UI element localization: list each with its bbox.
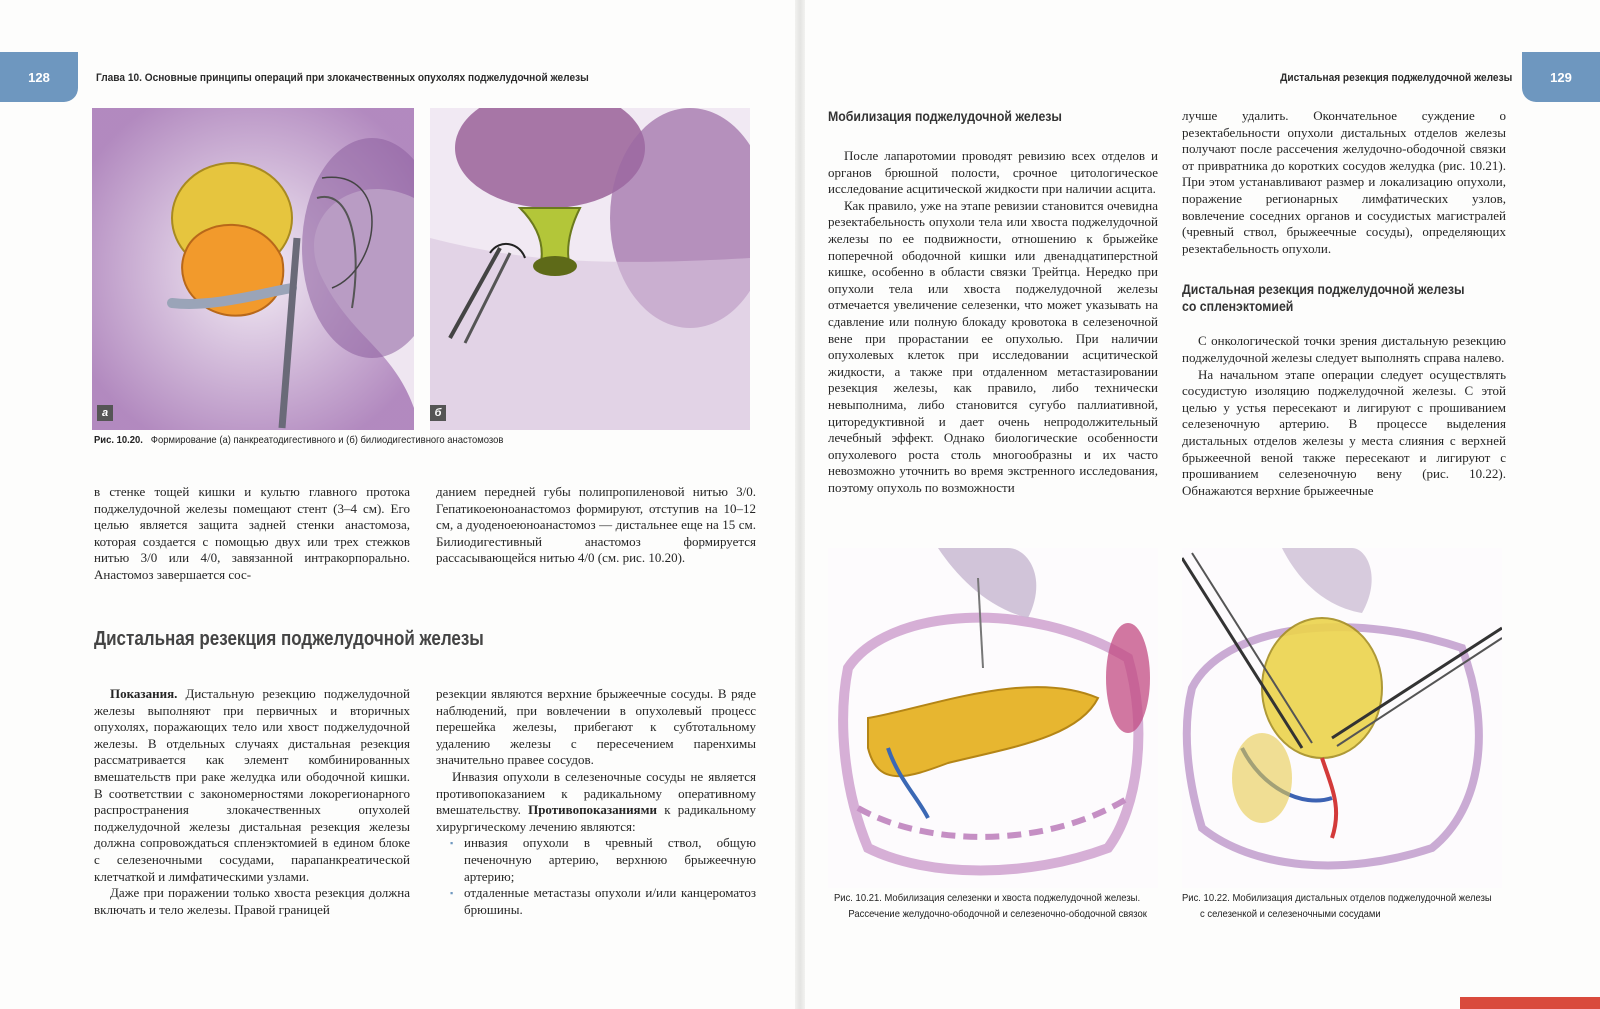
paragraph: в стенке тощей кишки и культю главного протока поджелудочной железы помещают стент (3–4 см). Его целью является защита задней стенки анастомоза, которая создается с помощью двух или трех стежков нитью 3/0 или 4/0, завязанной интракорпорально. Анастомоз завершается сос-: [94, 484, 410, 582]
caption-line: Рис. 10.22. Мобилизация дистальных отделов поджелудочной железы: [1182, 892, 1492, 904]
list-item: ▪ отдаленные метастазы опухоли и/или канцероматоз брюшины.: [464, 885, 756, 918]
list-item: ▪ инвазия опухоли в чревный ствол, общую печеночную артерию, верхнюю брыжеечную артерию;: [464, 835, 756, 885]
figure-label-a: а: [97, 405, 113, 421]
paragraph: резекции являются верхние брыжеечные сосуды. В ряде наблюдений, при вовлечении в опухолевый процесс перешейка железы, прибегают к субтотальному удалению железы с пересечением паренхимы значительно правее сосудов.: [436, 686, 756, 768]
caption-number: Рис. 10.20.: [94, 434, 143, 446]
subsection-title-splenectomy: [1182, 281, 1506, 321]
paragraph: данием передней губы полипропиленовой нитью 3/0. Гепатикоеюноанастомоз формируют, отступив на 10–12 см, а дуоденоеюноанастомоз — дистальнее еще на 15 см. Билиодигестивный анастомоз формируется рассасывающейся нитью 4/0 (см. рис. 10.20).: [436, 484, 756, 566]
left-column-1-bottom: [94, 686, 410, 918]
page-number-tab-left: [0, 52, 78, 102]
page-edge-marker: [1460, 997, 1600, 1009]
subsection-title-line: Дистальная резекция поджелудочной железы: [1182, 281, 1465, 298]
caption-line: Рассечение желудочно-ободочной и селезеночно-ободочной связок: [848, 908, 1147, 920]
page-number: 129: [1550, 69, 1572, 85]
paragraph: Как правило, уже на этапе ревизии становится очевидна резектабельность опухоли тела или хвоста поджелудочной железы по ее подвижности, отношению к брыжейке поперечной ободочной кишки или двенадцатиперстной кишке, особенно в области связки Трейтца. Нередко при опухоли тела или хвоста поджелудочной железы отмечается увеличение селезенки, что может указывать на сдавление или полную блокаду кровотока в селезеночной вене при прорастании ее опухолью. При наличии опухолевых клеток при исследовании асцитической жидкости, а также при отдаленном метастазировании резекция железы, как правило, либо технически невыполнима, либо становится сугубо паллиативной, циторедуктивной и дает очень непродолжительный лечебный эффект. Однако биологические особенности опухолевого роста столь многообразны и их часто невозможно уточнить во время экстренного исследования, поэтому опухоль по возможности: [828, 197, 1158, 495]
bold-term: Противопоказаниями: [528, 802, 657, 818]
paragraph: [436, 769, 756, 835]
paragraph: [94, 686, 410, 885]
left-column-2-top: [436, 484, 756, 567]
paragraph-text: Дистальную резекцию поджелудочной железы выполняют при первичных и вторичных опухолях, поражающих тело или хвост поджелудочной железы. В отдельных случаях дистальная резекция рассматривается как элемент комбинированных вмешательств при раке желудка или ободочной кишки. В соответствии с закономерностями локорегионарного распространения злокачественных опухолей поджелудочной железы дистальная резекция железы должна сопровождаться спленэктомией в едином блоке с селезеночными сосудами, парапанкреатической клетчаткой и лимфатическими узлами.: [94, 686, 410, 884]
paragraph: С онкологической точки зрения дистальную резекцию поджелудочной железы следует выполнять справа налево.: [1182, 333, 1506, 365]
subsection-title-line: со спленэктомией: [1182, 298, 1294, 315]
subsection-title-mobilization: Мобилизация поджелудочной железы: [828, 108, 1062, 124]
paragraph-text: к радикальному хирургическому лечению являются:: [436, 802, 756, 834]
paragraph: После лапаротомии проводят ревизию всех отделов и органов брюшной полости, срочное цитологическое исследование асцитической жидкости при наличии асцита.: [828, 148, 1158, 197]
figure-10-22-illustration: [1182, 548, 1502, 888]
caption-text: Формирование (а) панкреатодигестивного и (б) билиодигестивного анастомозов: [150, 434, 504, 446]
figure-10-20-b-illustration: [430, 108, 750, 430]
caption-line: Рис. 10.21. Мобилизация селезенки и хвоста поджелудочной железы.: [834, 892, 1141, 904]
paragraph: Даже при поражении только хвоста резекция должна включать и тело железы. Правой границей: [94, 885, 410, 917]
figure-10-20-caption: [94, 432, 503, 448]
left-column-1-top: [94, 484, 410, 584]
left-column-2-bottom: [436, 686, 756, 918]
page-number-tab-right: [1522, 52, 1600, 102]
running-head-right: Дистальная резекция поджелудочной железы: [1279, 72, 1512, 84]
paragraph: На начальном этапе операции следует осуществлять сосудистую изоляцию поджелудочной железы. С этой целью у устья пересекают и лигируют с прошиванием селезеночную артерию. В процессе выделения дистальных отделов железы у места слияния с верхней брыжеечной веной также пересекают и лигируют с прошиванием селезеночную вену (рис. 10.22). Обнажаются верхние брыжеечные: [1182, 366, 1506, 498]
figure-label-b: б: [430, 405, 446, 421]
page-number: 128: [28, 69, 50, 85]
figure-10-20-a-illustration: [92, 108, 414, 430]
right-column-1: [828, 148, 1158, 496]
book-gutter: [795, 0, 805, 1009]
figure-10-21-caption: [834, 890, 1147, 922]
figure-10-22-caption: [1182, 890, 1492, 922]
paragraph-text: Инвазия опухоли в селезеночные сосуды не является противопоказанием к радикальному оперативному вмешательству.: [436, 768, 756, 818]
lead-term: Показания.: [110, 686, 178, 701]
figure-10-21-illustration: [828, 548, 1158, 888]
contraindications-list: [436, 835, 756, 918]
paragraph: лучше удалить. Окончательное суждение о резектабельности опухоли дистальных отделов железы получают после рассечения желудочно-ободочной связки от привратника до коротких сосудов желудка (рис. 10.21). При этом устанавливают размер и локализацию опухоли, поражение регионарных лимфатических узлов, вовлечение соседних органов и сосудистых магистралей (чревный ствол, брыжеечные сосуды), определяющих резектабельность опухоли.: [1182, 108, 1506, 256]
section-title: Дистальная резекция поджелудочной железы: [94, 628, 484, 650]
caption-line: с селезенкой и селезеночными сосудами: [1200, 908, 1381, 920]
right-column-2: [1182, 108, 1506, 499]
running-head-left: Глава 10. Основные принципы операций при злокачественных опухолях поджелудочной железы: [96, 72, 589, 84]
